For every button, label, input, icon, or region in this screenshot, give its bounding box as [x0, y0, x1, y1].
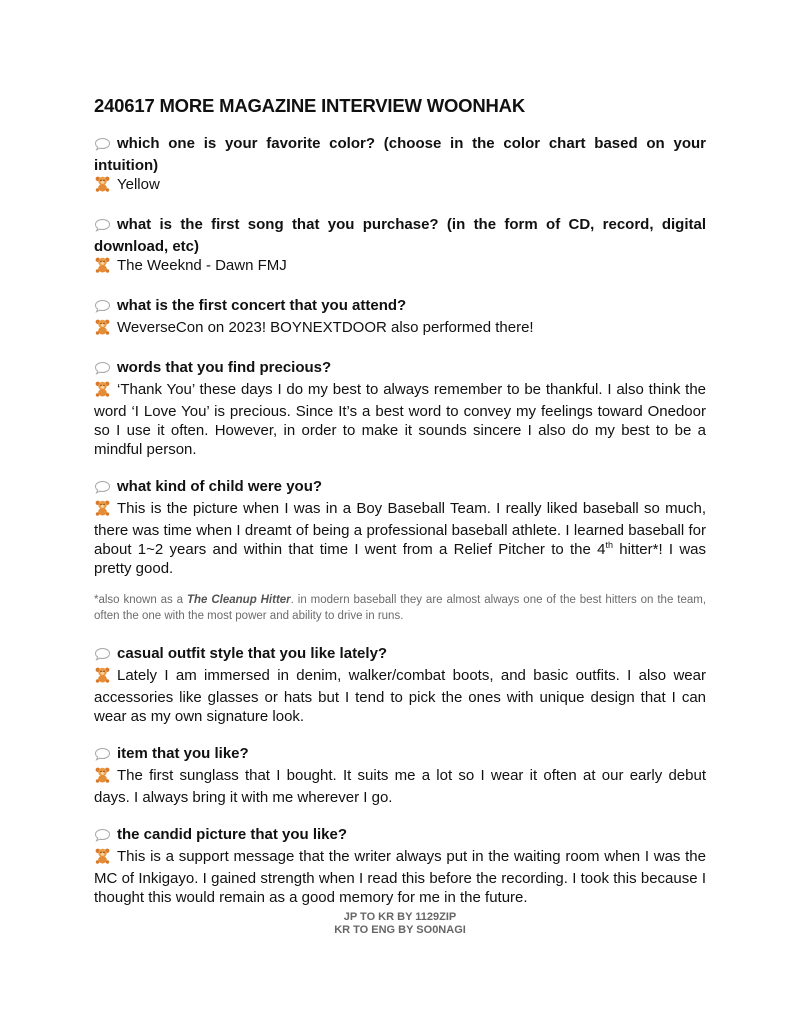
answer-text: This is the picture when I was in a Boy Baseball Team. I really liked baseball so much, there was time when I dreamt of being a professional baseball athlete. I learned baseball for about 1~2 years and within that time I went from a Relief Pitcher to the 4: [94, 500, 706, 558]
question-text: what is the first concert that you attend?: [117, 297, 407, 314]
question: [94, 644, 706, 666]
question-text: item that you like?: [117, 745, 249, 762]
answer: [94, 766, 706, 807]
answer: [94, 666, 706, 726]
speech-bubble-icon: [94, 299, 111, 318]
answer-text: The first sunglass that I bought. It suits me a lot so I wear it often at our early debut days. I always bring it with me wherever I go.: [94, 767, 706, 806]
answer: [94, 256, 706, 278]
question-text: words that you find precious?: [117, 359, 332, 376]
teddy-bear-icon: [94, 318, 111, 340]
question-text: what is the first song that you purchase? (in the form of CD, record, digital download, etc): [94, 216, 706, 255]
qa-item: [94, 296, 706, 340]
question-text: casual outfit style that you like lately?: [117, 645, 388, 662]
answer: [94, 318, 706, 340]
answer: [94, 175, 706, 197]
teddy-bear-icon: [94, 847, 111, 869]
answer: [94, 380, 706, 459]
qa-item: [94, 215, 706, 278]
page-title: 240617 MORE MAGAZINE INTERVIEW WOONHAK: [94, 95, 525, 116]
question-text: what kind of child were you?: [117, 478, 323, 495]
answer-text-end: hitter*! I was pretty good.: [94, 541, 707, 577]
teddy-bear-icon: [94, 766, 111, 788]
qa-item: [94, 358, 706, 459]
answer: [94, 847, 706, 907]
speech-bubble-icon: [94, 828, 111, 847]
question: [94, 134, 706, 175]
question: [94, 215, 706, 256]
qa-item: [94, 644, 706, 726]
qa-item: [94, 134, 706, 197]
footnote: [94, 592, 706, 624]
ordinal-suffix: th: [605, 540, 613, 550]
answer-text: ‘Thank You’ these days I do my best to always remember to be thankful. I also think the word ‘I Love You’ is precious. Since It’s a best word to convey my feelings toward Onedoor so I use it often. However, in order to make it sounds sincere I also do my best to be a mindful person.: [94, 381, 706, 458]
teddy-bear-icon: [94, 256, 111, 278]
teddy-bear-icon: [94, 175, 111, 197]
answer-text: This is a support message that the writer always put in the waiting room when I was the MC of Inkigayo. I gained strength when I read this before the recording. I took this because I thought this would remain as a good memory for me in the future.: [94, 848, 706, 906]
question: [94, 358, 706, 380]
question: [94, 477, 706, 499]
answer-text: Lately I am immersed in denim, walker/combat boots, and basic outfits. I also wear accessories like glasses or hats but I tend to pick the ones with unique design that I can wear as my own signature look.: [94, 667, 706, 725]
footnote-text-end: . in modern baseball they are almost always one of the best hitters on the team, often the one with the most power and ability to drive in runs.: [94, 594, 707, 622]
qa-item: [94, 477, 706, 578]
speech-bubble-icon: [94, 218, 111, 237]
footnote-emphasis: The Cleanup Hitter: [187, 594, 291, 606]
answer-text: Yellow: [117, 176, 160, 193]
qa-item: [94, 825, 706, 907]
question-text: the candid picture that you like?: [117, 826, 348, 843]
speech-bubble-icon: [94, 361, 111, 380]
credit-line: KR TO ENG BY SO0NAGI: [334, 924, 466, 936]
question: [94, 825, 706, 847]
teddy-bear-icon: [94, 380, 111, 402]
qa-item: [94, 744, 706, 807]
footnote-text: *also known as a: [94, 594, 187, 606]
answer: [94, 499, 706, 578]
question: [94, 744, 706, 766]
credit-line: JP TO KR BY 1129ZIP: [343, 911, 457, 923]
speech-bubble-icon: [94, 647, 111, 666]
question: [94, 296, 706, 318]
interview-document: [94, 95, 706, 925]
translation-credits: [0, 911, 800, 937]
answer-text: The Weeknd - Dawn FMJ: [117, 257, 287, 274]
speech-bubble-icon: [94, 480, 111, 499]
teddy-bear-icon: [94, 499, 111, 521]
speech-bubble-icon: [94, 137, 111, 156]
speech-bubble-icon: [94, 747, 111, 766]
teddy-bear-icon: [94, 666, 111, 688]
question-text: which one is your favorite color? (choose in the color chart based on your intuition): [94, 135, 706, 174]
answer-text: WeverseCon on 2023! BOYNEXTDOOR also performed there!: [117, 319, 534, 336]
